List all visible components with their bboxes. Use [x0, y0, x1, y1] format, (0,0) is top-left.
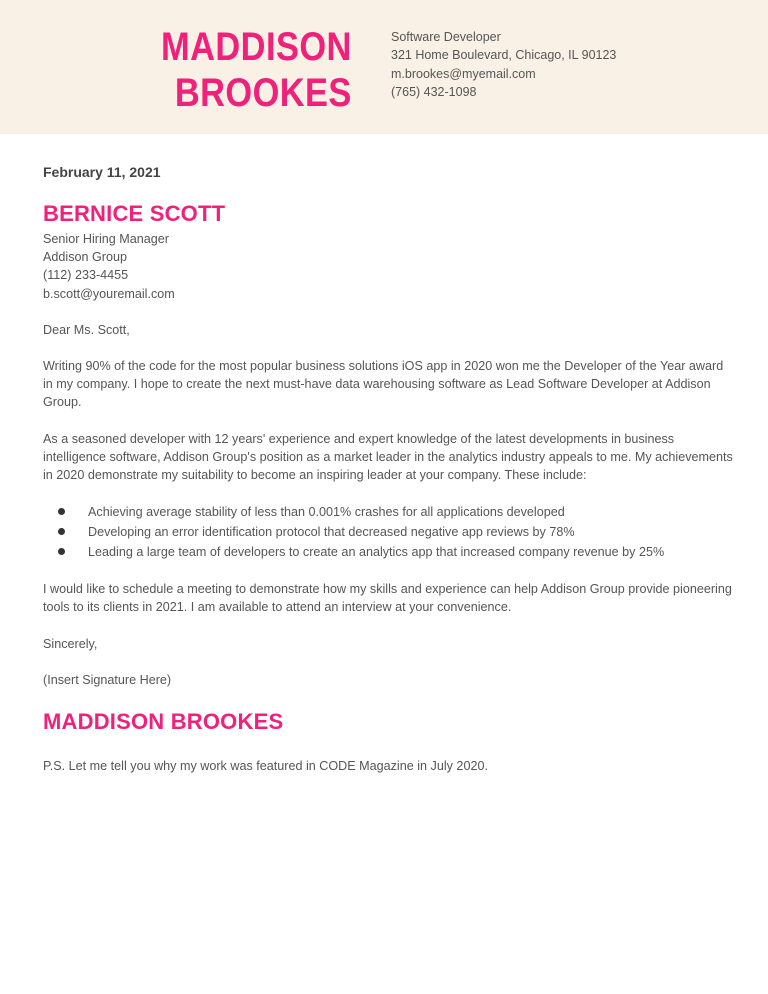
sender-job-title: Software Developer — [391, 30, 501, 44]
sender-contact — [391, 28, 616, 101]
sender-phone: (765) 432-1098 — [391, 84, 477, 99]
sender-name-signoff: MADDISON BROOKES — [43, 709, 284, 735]
recipient-title: Senior Hiring Manager — [43, 232, 169, 246]
name-line-last: BROOKES — [175, 71, 352, 115]
recipient-email: b.scott@youremail.com — [43, 286, 175, 301]
bullet-icon — [58, 528, 65, 535]
list-item-text: Developing an error identification protocol that decreased negative app reviews by 78% — [88, 525, 575, 540]
letterhead — [0, 0, 768, 134]
sender-email: m.brookes@myemail.com — [391, 66, 536, 81]
list-item — [43, 522, 733, 542]
recipient-name: BERNICE SCOTT — [43, 201, 226, 226]
letter-body — [43, 163, 733, 775]
list-item — [43, 542, 733, 562]
closing: Sincerely, — [43, 636, 98, 651]
list-item-text: Leading a large team of developers to create an analytics app that increased company revenue by 25% — [88, 545, 665, 560]
body-paragraph: Writing 90% of the code for the most popular business solutions iOS app in 2020 won me the Developer of the Year award in my company. I hope to create the next must-have data warehousing software as Lead Software Developer at Addison Group. — [43, 359, 724, 410]
postscript: P.S. Let me tell you why my work was featured in CODE Magazine in July 2020. — [43, 759, 488, 774]
list-item-text: Achieving average stability of less than 0.001% crashes for all applications developed — [88, 505, 565, 520]
achievements-list — [43, 502, 733, 562]
salutation: Dear Ms. Scott, — [43, 322, 130, 337]
recipient-phone: (112) 233-4455 — [43, 268, 129, 283]
body-paragraph: As a seasoned developer with 12 years' experience and expert knowledge of the latest developments in business intelligence software, Addison Group's position as a market leader in the analytics industry appeals to me. My achievements in 2020 demonstrate my suitability to become an inspiring leader at your company. These include: — [43, 431, 733, 483]
recipient-company: Addison Group — [43, 250, 128, 265]
sender-name-heading — [161, 24, 352, 116]
sender-address: 321 Home Boulevard, Chicago, IL 90123 — [391, 48, 617, 63]
letter-date: February 11, 2021 — [43, 164, 161, 180]
bullet-icon — [58, 548, 65, 555]
signature-placeholder: (Insert Signature Here) — [43, 672, 172, 687]
name-line-first: MADDISON — [161, 25, 352, 69]
recipient-details — [43, 230, 733, 303]
bullet-icon — [58, 508, 65, 515]
list-item — [43, 502, 733, 522]
closing-paragraph: I would like to schedule a meeting to demonstrate how my skills and experience can help Addison Group provide pioneering tools to its clients in 2021. I am available to attend an interview at your convenience. — [43, 582, 732, 615]
